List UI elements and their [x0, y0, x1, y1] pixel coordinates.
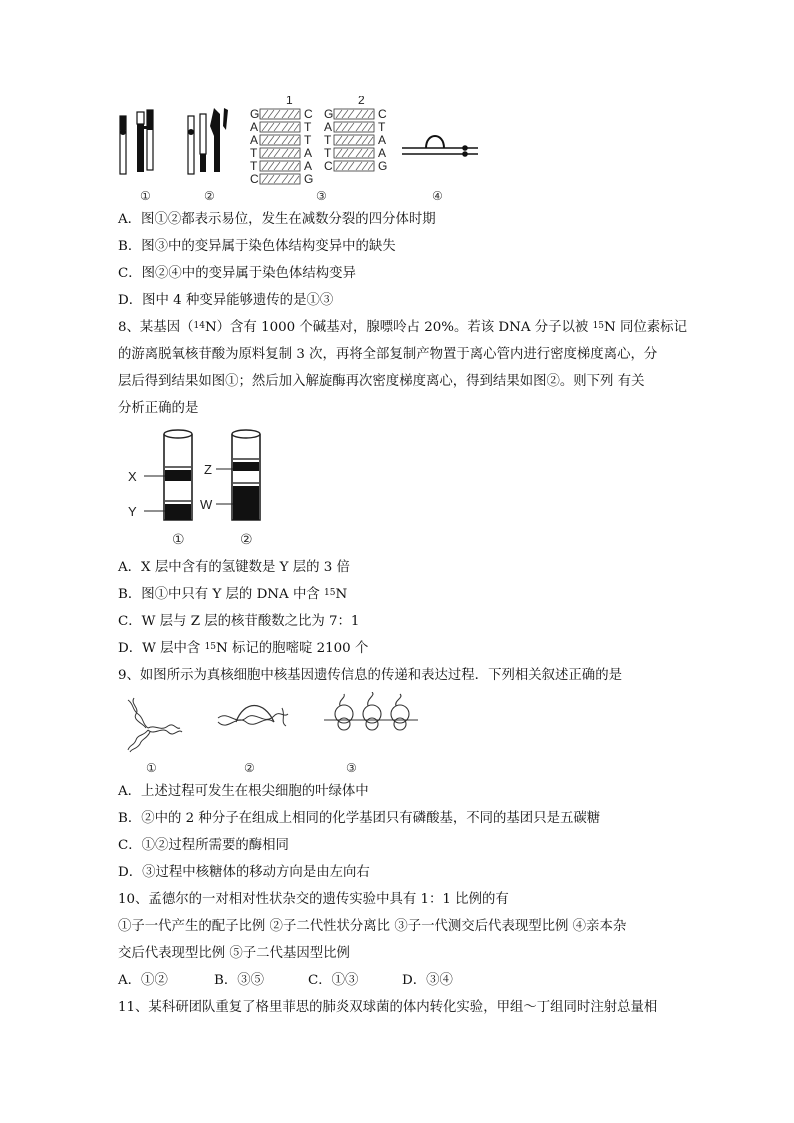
q7-figure	[110, 96, 490, 206]
q8-tube-figure	[118, 424, 278, 552]
translation-drawing	[324, 692, 418, 730]
chromosome-pair-1	[120, 110, 153, 174]
seq1-base: T	[304, 120, 312, 134]
tube-label-x: X	[128, 469, 137, 484]
tube-number-1: ①	[172, 532, 185, 548]
q9-option-d: D．③过程中核糖体的移动方向是由左向右	[118, 865, 370, 880]
q9-stem: 9、如图所示为真核细胞中核基因遗传信息的传递和表达过程．下列相关叙述正确的是	[118, 668, 622, 683]
q10-options-line-1: ①子一代产生的配子比例 ②子二代性状分离比 ③子一代测交后代表现型比例 ④亲本杂	[118, 919, 627, 934]
tube-label-y: Y	[128, 504, 137, 519]
q7-option-c: C．图②④中的变异属于染色体结构变异	[118, 266, 356, 281]
q8-text: N 同位素标记	[604, 320, 687, 335]
q11-stem: 11、某科研团队重复了格里菲思的肺炎双球菌的体内转化实验，甲组～丁组同时注射总量相	[118, 1000, 658, 1015]
q9-option-c: C．①②过程所需要的酶相同	[118, 838, 289, 853]
fig9-label-1: ①	[146, 761, 157, 775]
q8-option-a: A．X 层中含有的氢键数是 Y 层的 3 倍	[118, 560, 350, 575]
seq1-base: C	[250, 172, 259, 186]
seq2-base: C	[378, 107, 387, 121]
fig9-label-2: ②	[244, 761, 255, 775]
seq2-base: T	[324, 146, 332, 160]
seq1-base: A	[304, 159, 313, 173]
q10-choice-d: D．③④	[402, 973, 453, 988]
q8-tube-svg	[118, 424, 278, 552]
q8-stem-line-4: 分析正确的是	[118, 401, 199, 416]
seq1-base: G	[250, 107, 260, 121]
superscript: 14	[193, 321, 205, 331]
centrifuge-tube-2	[216, 430, 260, 520]
q7-option-b: B．图③中的变异属于染色体结构变异中的缺失	[118, 239, 396, 254]
seq1-base: T	[250, 159, 258, 173]
q10-choice-c: C．①③	[308, 973, 359, 988]
q8-stem-line-1	[118, 319, 687, 337]
fig9-label-3: ③	[346, 761, 357, 775]
seq2-base: A	[378, 146, 387, 160]
q8-text: N）含有 1000 个碱基对，腺嘌呤占 20%。若该 DNA 分子以被	[204, 320, 593, 335]
seq2-base: A	[324, 120, 333, 134]
fig7-label-3: ③	[316, 189, 327, 203]
transcription-drawing	[218, 706, 288, 727]
superscript: 15	[592, 321, 605, 331]
q9-figure-svg	[118, 692, 438, 778]
dna-sequence-1	[250, 96, 313, 186]
seq2-base: T	[324, 133, 332, 147]
superscript: 15	[204, 642, 217, 652]
q8-text: B．图①中只有 Y 层的 DNA 中含	[118, 587, 324, 602]
seq-number-2: 2	[358, 96, 365, 107]
seq1-base: A	[304, 146, 313, 160]
superscript: 15	[324, 588, 336, 598]
dna-sequence-2	[324, 96, 387, 173]
q8-option-b	[118, 586, 347, 604]
q10-choices	[118, 972, 453, 990]
seq2-base: A	[378, 133, 387, 147]
q10-choice-a: A．①②	[118, 973, 168, 988]
fig7-label-1: ①	[140, 189, 151, 203]
tube-label-z: Z	[204, 462, 212, 477]
seq1-base: A	[250, 133, 259, 147]
q8-option-c: C．W 层与 Z 层的核苷酸数之比为 7：1	[118, 614, 360, 629]
seq1-base: C	[304, 107, 313, 121]
chromosome-loop	[402, 136, 478, 156]
q9-figure	[118, 692, 438, 778]
seq1-base: G	[304, 172, 314, 186]
q8-text: N 标记的胞嘧啶 2100 个	[216, 641, 369, 656]
q8-text: D．W 层中含	[118, 641, 205, 656]
tube-number-2: ②	[240, 532, 253, 548]
q8-stem-line-3: 层后得到结果如图①；然后加入解旋酶再次密度梯度离心，得到结果如图②。则下列 有关	[118, 374, 645, 389]
fig7-label-4: ④	[432, 189, 443, 203]
q7-option-a: A．图①②都表示易位，发生在减数分裂的四分体时期	[118, 212, 436, 227]
q10-choice-b: B．③⑤	[214, 973, 265, 988]
fig7-label-2: ②	[204, 189, 215, 203]
q9-option-a: A．上述过程可发生在根尖细胞的叶绿体中	[118, 784, 369, 799]
q8-text: N	[335, 587, 348, 602]
seq1-base: A	[250, 120, 259, 134]
centrifuge-tube-1	[144, 430, 192, 520]
q10-options-line-2: 交后代表现型比例 ⑤子二代基因型比例	[118, 946, 350, 961]
q8-option-d	[118, 640, 368, 658]
q7-option-d: D．图中 4 种变异能够遗传的是①③	[118, 293, 334, 308]
seq2-base: T	[378, 120, 386, 134]
q8-stem-line-2: 的游离脱氧核苷酸为原料复制 3 次，再将全部复制产物置于离心管内进行密度梯度离心，分	[118, 347, 658, 362]
q7-figure-svg	[110, 96, 490, 206]
seq-number-1: 1	[286, 96, 293, 107]
q9-option-b: B．②中的 2 种分子在组成上相同的化学基团只有磷酸基，不同的基团只是五碳糖	[118, 811, 601, 826]
seq2-base: C	[324, 159, 333, 173]
seq2-base: G	[378, 159, 388, 173]
tube-label-w: W	[200, 497, 213, 512]
seq1-base: T	[304, 133, 312, 147]
seq1-base: T	[250, 146, 258, 160]
dna-replication-drawing	[128, 698, 182, 752]
q10-stem: 10、孟德尔的一对相对性状杂交的遗传实验中具有 1：1 比例的有	[118, 892, 509, 907]
q8-text: 8、某基因（	[118, 320, 194, 335]
chromosome-pair-2	[188, 108, 228, 174]
seq2-base: G	[324, 107, 334, 121]
